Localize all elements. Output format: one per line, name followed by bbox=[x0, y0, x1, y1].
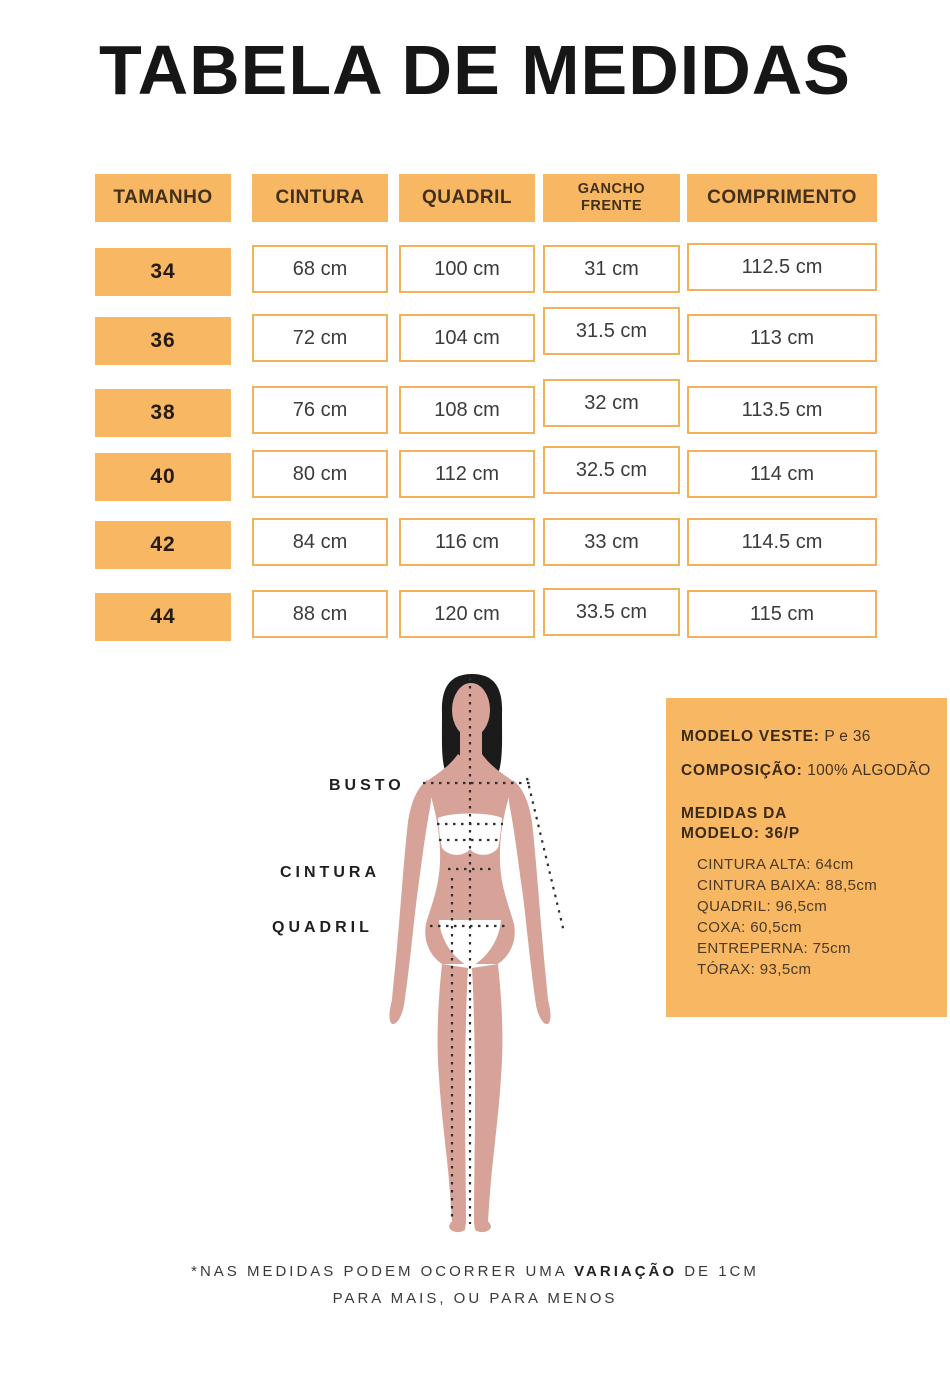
measurement-item: COXA: 60,5cm bbox=[697, 919, 802, 936]
comprimento-value: 113 cm bbox=[687, 314, 877, 362]
table-row bbox=[0, 317, 950, 365]
footnote-line1-suffix: DE 1CM bbox=[677, 1263, 759, 1280]
table-row bbox=[0, 521, 950, 569]
model-wears-line bbox=[681, 728, 937, 746]
model-wears-label: MODELO VESTE: bbox=[681, 728, 820, 745]
model-measurements-title bbox=[681, 804, 937, 844]
cintura-value: 72 cm bbox=[252, 314, 388, 362]
table-row bbox=[0, 453, 950, 501]
header-cintura: CINTURA bbox=[252, 174, 388, 222]
size-value: 34 bbox=[95, 248, 231, 296]
quadril-value: 108 cm bbox=[399, 386, 535, 434]
size-value: 40 bbox=[95, 453, 231, 501]
cintura-value: 80 cm bbox=[252, 450, 388, 498]
table-row bbox=[0, 593, 950, 641]
quadril-value: 112 cm bbox=[399, 450, 535, 498]
quadril-value: 120 cm bbox=[399, 590, 535, 638]
table-row bbox=[0, 389, 950, 437]
bust-label: BUSTO bbox=[329, 777, 405, 794]
right-arm-shape bbox=[509, 780, 550, 1024]
measurement-item: QUADRIL: 96,5cm bbox=[697, 898, 828, 915]
right-leg-shape bbox=[472, 964, 502, 1222]
footnote-bold-word: VARIAÇÃO bbox=[574, 1263, 678, 1280]
table-row bbox=[0, 248, 950, 296]
size-value: 44 bbox=[95, 593, 231, 641]
comprimento-value: 115 cm bbox=[687, 590, 877, 638]
comprimento-value: 112.5 cm bbox=[687, 243, 877, 291]
measurements-title-line2: MODELO: 36/P bbox=[681, 825, 800, 842]
header-comprimento: COMPRIMENTO bbox=[687, 174, 877, 222]
model-measurements-list bbox=[681, 854, 937, 980]
quadril-value: 100 cm bbox=[399, 245, 535, 293]
comprimento-value: 114 cm bbox=[687, 450, 877, 498]
body-figure-illustration bbox=[345, 672, 595, 1252]
cintura-value: 88 cm bbox=[252, 590, 388, 638]
gancho-value: 33 cm bbox=[543, 518, 680, 566]
header-quadril: QUADRIL bbox=[399, 174, 535, 222]
waist-label: CINTURA bbox=[280, 864, 380, 881]
gancho-value: 33.5 cm bbox=[543, 588, 680, 636]
page-title: TABELA DE MEDIDAS bbox=[99, 31, 851, 109]
cintura-value: 84 cm bbox=[252, 518, 388, 566]
composition-line bbox=[681, 762, 937, 780]
measurement-item: TÓRAX: 93,5cm bbox=[697, 961, 812, 978]
composition-label: COMPOSIÇÃO: bbox=[681, 762, 803, 779]
quadril-value: 116 cm bbox=[399, 518, 535, 566]
left-arm-shape bbox=[390, 780, 431, 1024]
product-info-panel bbox=[666, 698, 947, 1017]
right-foot-shape bbox=[474, 1222, 491, 1232]
gancho-value: 32 cm bbox=[543, 379, 680, 427]
quadril-value: 104 cm bbox=[399, 314, 535, 362]
size-value: 36 bbox=[95, 317, 231, 365]
measurement-item: ENTREPERNA: 75cm bbox=[697, 940, 851, 957]
comprimento-value: 113.5 cm bbox=[687, 386, 877, 434]
gancho-value: 32.5 cm bbox=[543, 446, 680, 494]
gancho-value: 31.5 cm bbox=[543, 307, 680, 355]
footnote-line2: PARA MAIS, OU PARA MENOS bbox=[332, 1290, 618, 1307]
measurement-item: CINTURA ALTA: 64cm bbox=[697, 856, 854, 873]
header-tamanho: TAMANHO bbox=[95, 174, 231, 222]
left-foot-shape bbox=[449, 1222, 466, 1232]
model-wears-value: P e 36 bbox=[824, 728, 871, 745]
variation-footnote bbox=[0, 1258, 950, 1312]
gancho-value: 31 cm bbox=[543, 245, 680, 293]
comprimento-value: 114.5 cm bbox=[687, 518, 877, 566]
header-gancho-frente: GANCHO FRENTE bbox=[543, 174, 680, 222]
footnote-line1-prefix: *NAS MEDIDAS PODEM OCORRER UMA bbox=[191, 1263, 575, 1280]
composition-value: 100% ALGODÃO bbox=[807, 762, 931, 779]
measurements-title-line1: MEDIDAS DA bbox=[681, 805, 788, 822]
size-value: 38 bbox=[95, 389, 231, 437]
size-value: 42 bbox=[95, 521, 231, 569]
bandeau-top-shape bbox=[438, 814, 502, 855]
measurement-item: CINTURA BAIXA: 88,5cm bbox=[697, 877, 878, 894]
cintura-value: 76 cm bbox=[252, 386, 388, 434]
cintura-value: 68 cm bbox=[252, 245, 388, 293]
hip-label: QUADRIL bbox=[272, 919, 373, 936]
